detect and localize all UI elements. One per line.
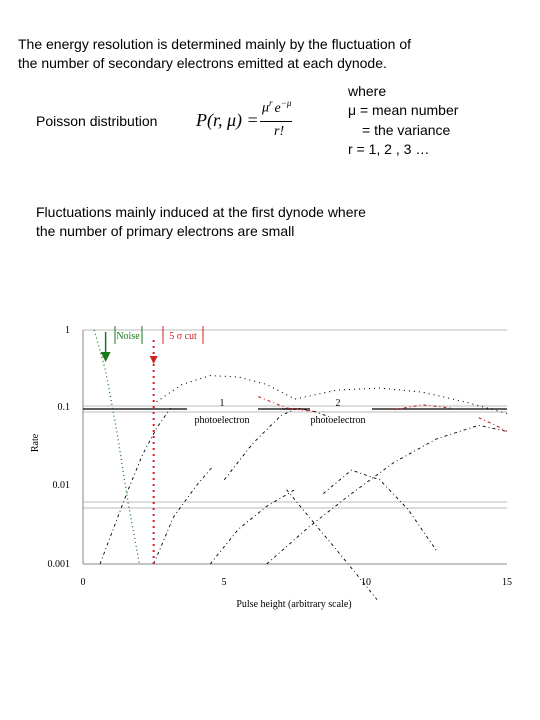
formula-numerator: $\mu^r$ $e^{-\mu}$ xyxy=(262,98,292,116)
formula-lhs: P(r, μ) = xyxy=(196,110,259,130)
grid-lines xyxy=(83,330,507,508)
pe2-label: photoelectron xyxy=(310,415,366,426)
curves xyxy=(94,330,507,600)
cut-label: 5 σ cut xyxy=(169,331,197,342)
pe1-label: photoelectron xyxy=(194,415,250,426)
series-line-2 xyxy=(100,408,171,564)
variance-definition: = the variance xyxy=(362,122,451,138)
fluctuation-line-1: Fluctuations mainly induced at the first dynode where xyxy=(36,204,366,220)
xtick-15: 15 xyxy=(502,577,512,588)
formula-fraction-bar xyxy=(260,121,292,122)
fluctuation-line-2: the number of primary electrons are small xyxy=(36,223,295,239)
poisson-label: Poisson distribution xyxy=(36,113,158,129)
x-axis-label: Pulse height (arbitrary scale) xyxy=(236,599,352,610)
mu-definition: μ = mean number xyxy=(348,102,459,118)
ytick-0-001: 0.001 xyxy=(47,559,70,570)
series-line-10 xyxy=(295,388,507,413)
poisson-formula xyxy=(196,98,292,148)
formula-denominator: r! xyxy=(274,124,285,139)
intro-line-1: The energy resolution is determined mainly by the fluctuation of xyxy=(18,36,411,52)
y-axis-label: Rate xyxy=(30,433,41,453)
pe2-number: 2 xyxy=(335,398,341,409)
xtick-0: 0 xyxy=(80,577,86,588)
series-line-6 xyxy=(210,490,295,564)
noise-label: Noise xyxy=(116,331,140,342)
intro-line-2: the number of secondary electrons emitted at each dynode. xyxy=(18,55,387,71)
series-line-3 xyxy=(157,376,296,402)
noise-label-box xyxy=(115,326,142,344)
cut-label-box xyxy=(163,326,203,344)
series-line-5 xyxy=(154,466,213,564)
xtick-5: 5 xyxy=(221,577,227,588)
ytick-0-01: 0.01 xyxy=(52,480,70,491)
where-label: where xyxy=(348,83,387,99)
cut-arrowhead xyxy=(150,356,158,364)
series-line-8 xyxy=(323,470,436,550)
series-line-9 xyxy=(267,425,507,564)
r-definition: r = 1, 2 , 3 … xyxy=(348,141,430,157)
series-line-1 xyxy=(94,330,139,564)
ytick-1: 1 xyxy=(65,325,70,336)
ytick-0-1: 0.1 xyxy=(57,402,70,413)
series-line-13 xyxy=(479,418,507,432)
xtick-10: 10 xyxy=(361,577,371,588)
pulse-height-chart xyxy=(0,310,540,620)
pe1-number: 1 xyxy=(219,398,225,409)
